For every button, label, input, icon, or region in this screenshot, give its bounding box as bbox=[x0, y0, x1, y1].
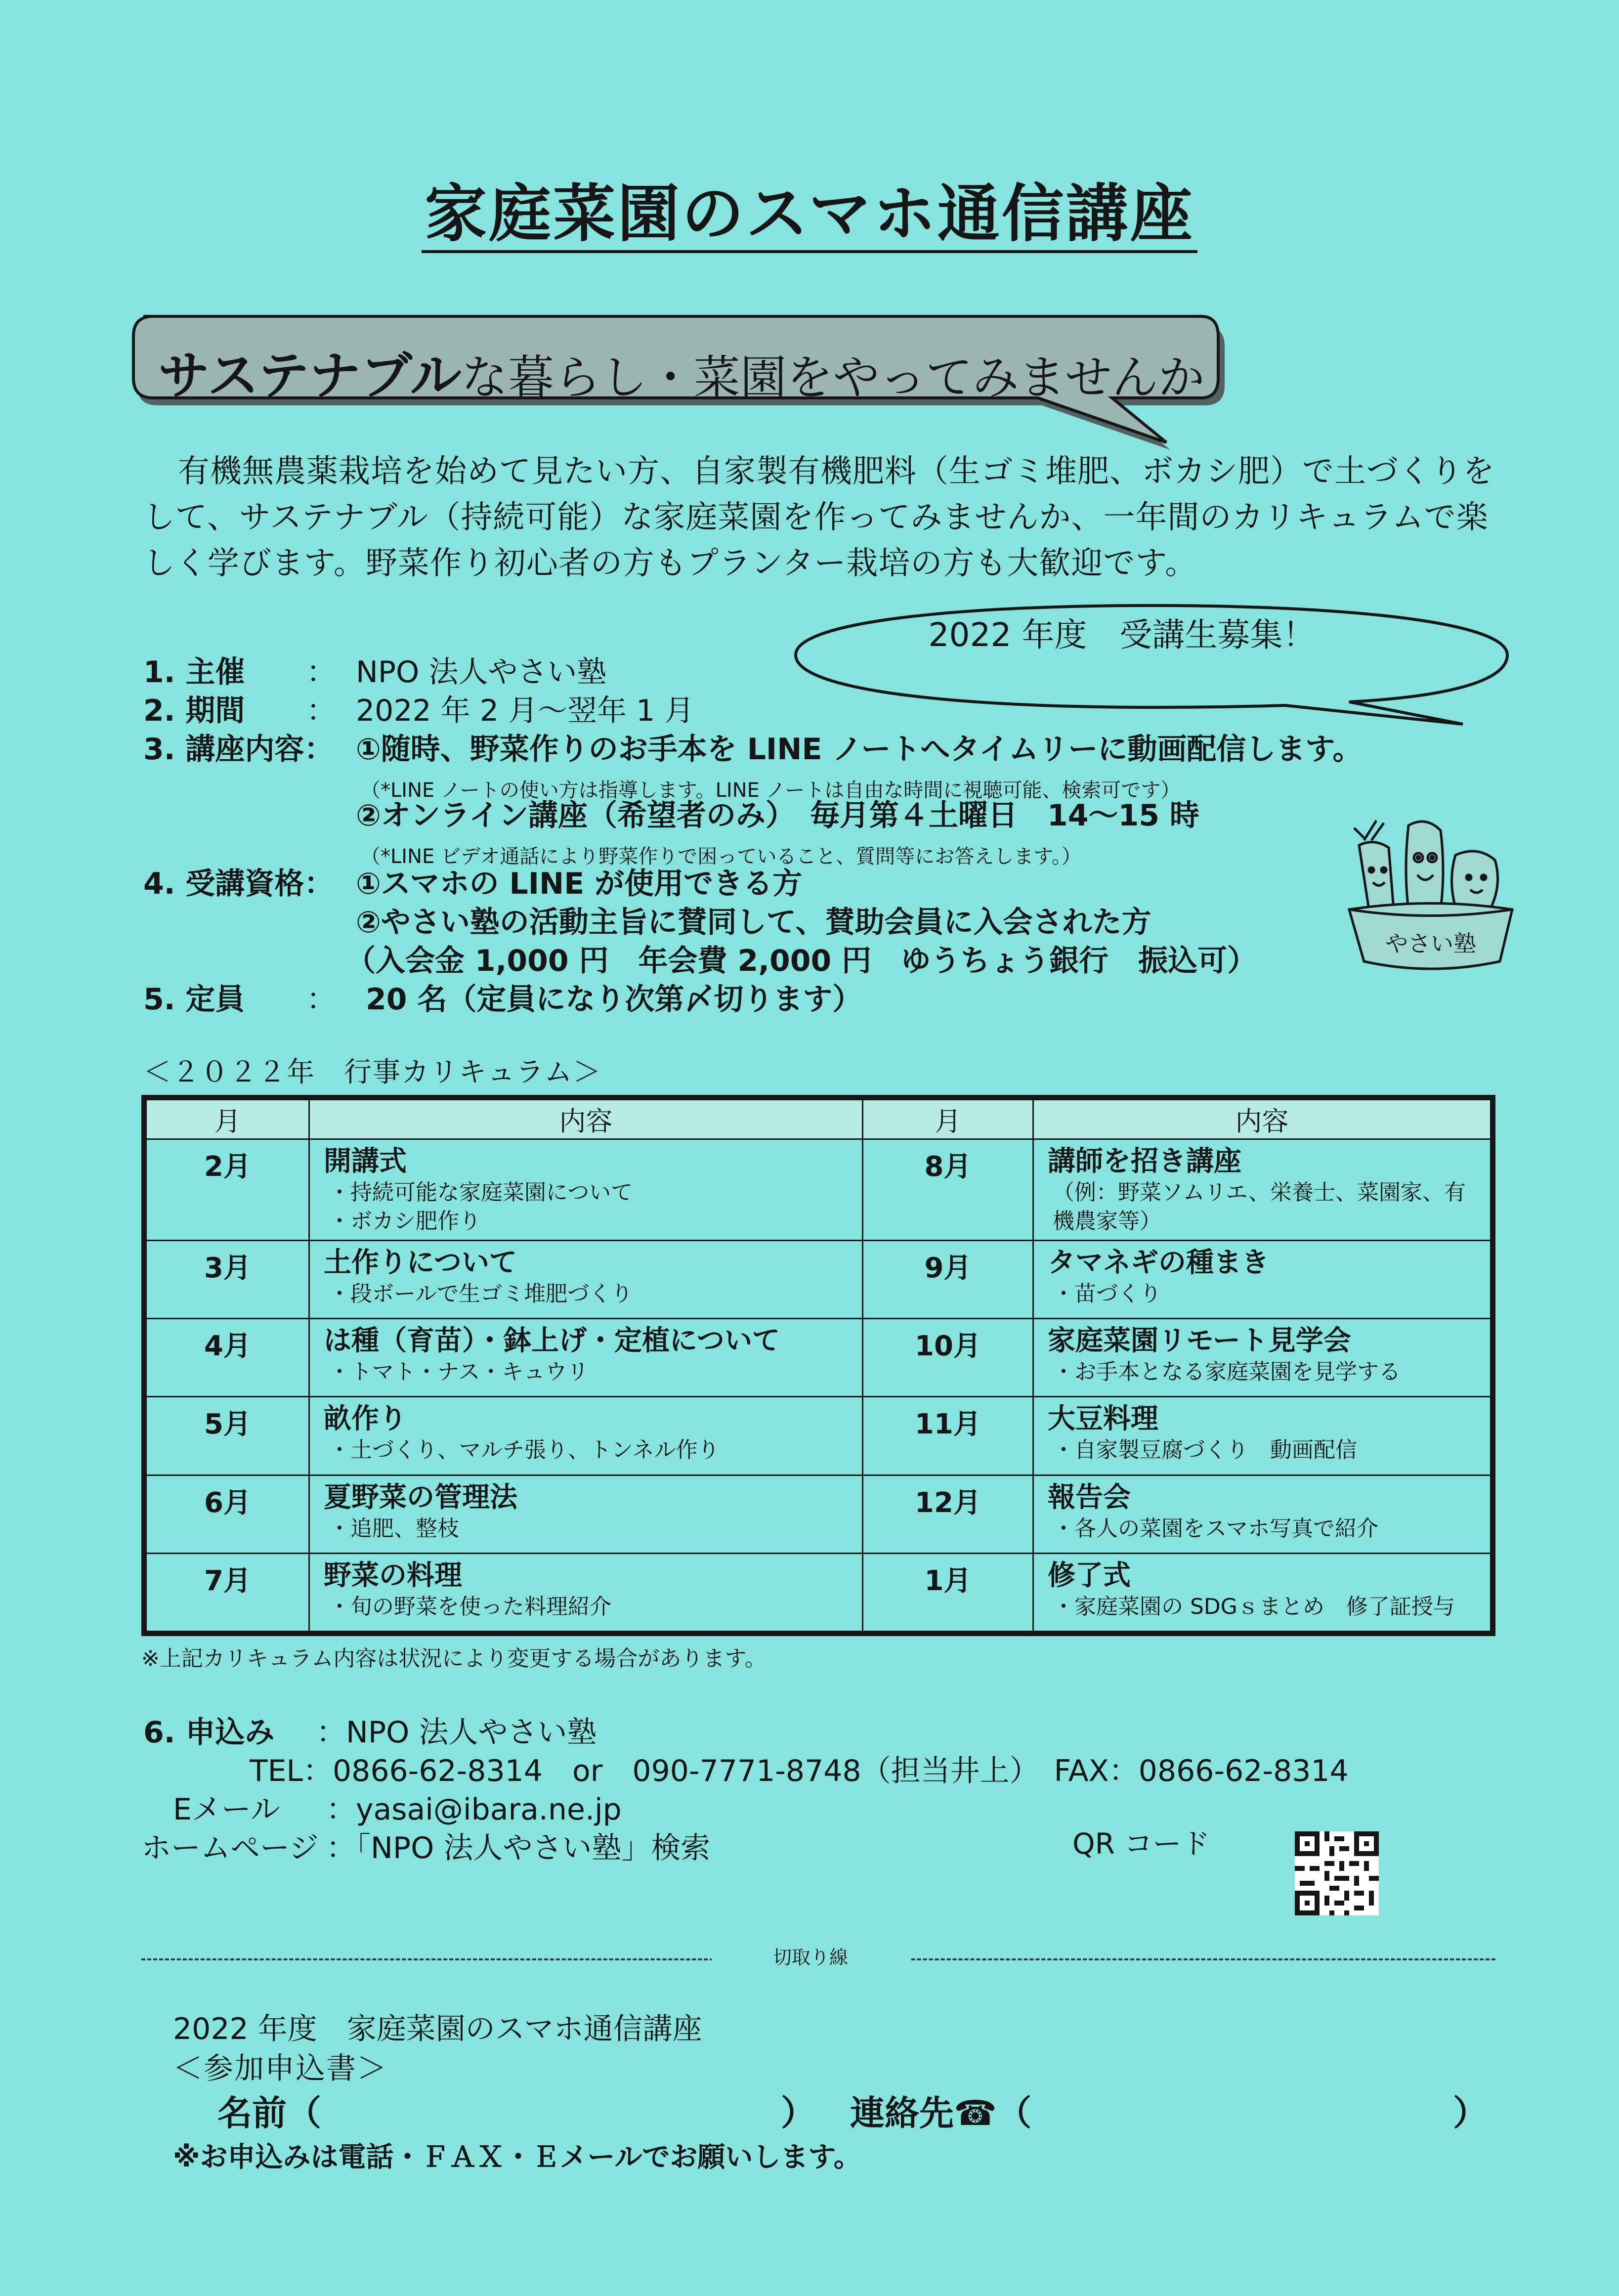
event-detail: ・追肥、整枝 bbox=[329, 1516, 459, 1541]
info-content-line2-text: ②オンライン講座（希望者のみ） 毎月第４土曜日 14～15 時 bbox=[356, 798, 1199, 833]
curriculum-note: ※上記カリキュラム内容は状況により変更する場合があります。 bbox=[141, 1646, 767, 1671]
content-cell bbox=[1033, 1319, 1491, 1397]
vegetable-mascot-illustration bbox=[1334, 811, 1527, 979]
event-detail: ・ボカシ肥作り bbox=[329, 1209, 481, 1234]
email-value[interactable]: ：yasai@ibara.ne.jp bbox=[326, 1792, 622, 1827]
content-cell bbox=[309, 1475, 863, 1553]
content-cell bbox=[309, 1241, 863, 1319]
content-cell bbox=[309, 1319, 863, 1397]
event-title: 大豆料理 bbox=[1048, 1403, 1158, 1435]
event-title: 畝作り bbox=[324, 1403, 407, 1435]
content-cell bbox=[309, 1553, 863, 1631]
contact-phone-fax: TEL：0866-62-8314 or 090-7771-8748（担当井上） FAX：0866-62-8314 bbox=[250, 1754, 1349, 1788]
month-cell: 11月 bbox=[863, 1397, 1033, 1475]
info-content-line1 bbox=[356, 730, 1363, 769]
homepage-value: ：「NPO 法人やさい塾」検索 bbox=[326, 1831, 711, 1865]
info-eligibility-line3 bbox=[346, 941, 1257, 981]
info-eligibility-line3-text: （入会金 1,000 円 年会費 2,000 円 ゆうちょう銀行 振込可） bbox=[346, 944, 1257, 978]
event-title: 野菜の料理 bbox=[324, 1559, 462, 1592]
info-eligibility-line2-text: ②やさい塾の活動主旨に賛同して、賛助会員に入会された方 bbox=[356, 905, 1151, 940]
info-eligibility-line1 bbox=[356, 864, 802, 904]
info-period-label bbox=[143, 691, 245, 731]
info-colon: ： bbox=[306, 693, 336, 728]
tagline-strong: サステナブル bbox=[158, 346, 462, 406]
info-capacity-label-text: 5. 定員 bbox=[143, 982, 245, 1017]
event-title: は種（育苗）・鉢上げ・定植について bbox=[324, 1325, 780, 1357]
header-content: 内容 bbox=[309, 1100, 863, 1139]
event-detail: （例：野菜ソムリエ、栄養士、菜園家、有 bbox=[1053, 1180, 1466, 1205]
month-cell: 3月 bbox=[146, 1241, 309, 1319]
table-row bbox=[146, 1139, 1491, 1241]
info-content-line2 bbox=[356, 796, 1199, 835]
content-cell bbox=[309, 1397, 863, 1475]
event-detail: ・お手本となる家庭菜園を見学する bbox=[1053, 1359, 1401, 1385]
event-title: タマネギの種まき bbox=[1048, 1247, 1269, 1279]
table-row bbox=[146, 1397, 1491, 1475]
info-colon: ： bbox=[306, 655, 336, 690]
homepage-label: ホームページ bbox=[141, 1831, 319, 1865]
table-row bbox=[146, 1319, 1491, 1397]
event-title: 開講式 bbox=[324, 1145, 407, 1177]
info-period-value: 2022 年 2 月～翌年 1 月 bbox=[356, 693, 694, 728]
tagline-rest: な暮らし・菜園をやってみませんか bbox=[461, 351, 1205, 405]
info-organizer bbox=[143, 652, 245, 692]
info-content-label-text: 3. 講座内容： bbox=[143, 732, 334, 767]
header-month: 月 bbox=[863, 1100, 1033, 1139]
event-detail: ・自家製豆腐づくり 動画配信 bbox=[1053, 1437, 1357, 1463]
event-title: 家庭菜園リモート見学会 bbox=[1048, 1325, 1351, 1357]
content-cell bbox=[1033, 1139, 1491, 1241]
info-content-label bbox=[143, 730, 334, 769]
event-title: 土作りについて bbox=[324, 1247, 517, 1279]
page-title bbox=[0, 177, 1619, 251]
info-capacity-value bbox=[366, 980, 862, 1019]
content-cell bbox=[1033, 1553, 1491, 1631]
event-detail: ・家庭菜園の SDGｓまとめ 修了証授与 bbox=[1053, 1594, 1455, 1619]
event-detail: ・持続可能な家庭菜園について bbox=[329, 1180, 633, 1205]
curriculum-header-row bbox=[146, 1100, 1491, 1139]
month-cell: 5月 bbox=[146, 1397, 309, 1475]
cut-line-label: 切取り線 bbox=[712, 1943, 909, 1972]
recruit-text: 2022 年度 受講生募集！ bbox=[928, 616, 1316, 654]
table-row bbox=[146, 1241, 1491, 1319]
month-cell: 4月 bbox=[146, 1319, 309, 1397]
table-row bbox=[146, 1553, 1491, 1631]
info-content-line1-text: ①随時、野菜作りのお手本を LINE ノートへタイムリーに動画配信します。 bbox=[356, 732, 1363, 767]
month-cell: 9月 bbox=[863, 1241, 1033, 1319]
form-subtitle: ＜参加申込書＞ bbox=[173, 2051, 387, 2086]
event-title: 修了式 bbox=[1048, 1559, 1131, 1592]
qr-code-icon[interactable] bbox=[1295, 1831, 1379, 1915]
event-detail: ・土づくり、マルチ張り、トンネル作り bbox=[329, 1437, 720, 1463]
mascot-label: やさい塾 bbox=[1385, 930, 1476, 957]
intro-line: しく学びます。野菜作り初心者の方もプランター栽培の方も大歓迎です。 bbox=[143, 545, 1197, 582]
content-cell bbox=[309, 1139, 863, 1241]
info-capacity-label bbox=[143, 980, 245, 1019]
event-detail: ・トマト・ナス・キュウリ bbox=[329, 1359, 589, 1385]
info-period-label-text: 2. 期間 bbox=[143, 693, 245, 728]
info-eligibility-line2 bbox=[356, 903, 1151, 942]
event-detail: ・苗づくり bbox=[1053, 1281, 1161, 1306]
info-eligibility-label-text: 4. 受講資格： bbox=[143, 866, 334, 901]
header-month: 月 bbox=[146, 1100, 309, 1139]
content-cell bbox=[1033, 1475, 1491, 1553]
month-cell: 7月 bbox=[146, 1553, 309, 1631]
tagline bbox=[158, 341, 1205, 410]
month-cell: 8月 bbox=[863, 1139, 1033, 1241]
info-eligibility-line1-text: ①スマホの LINE が使用できる方 bbox=[356, 866, 803, 901]
month-cell: 6月 bbox=[146, 1475, 309, 1553]
email-label: Eメール bbox=[173, 1792, 280, 1827]
form-footer-note: ※お申込みは電話・ＦＡＸ・Ｅメールでお願いします。 bbox=[173, 2141, 861, 2173]
header-content: 内容 bbox=[1033, 1100, 1491, 1139]
info-organizer-label: 1. 主催 bbox=[143, 655, 245, 690]
event-title: 講師を招き講座 bbox=[1048, 1145, 1241, 1177]
form-title: 2022 年度 家庭菜園のスマホ通信講座 bbox=[173, 2012, 702, 2046]
name-field-close: ） bbox=[781, 2093, 815, 2133]
content-cell bbox=[1033, 1397, 1491, 1475]
qr-code-label: QR コード bbox=[1072, 1827, 1210, 1861]
info-content-note2-text: （*LINE ビデオ通話により野菜作りで困っていること、質問等にお答えします。） bbox=[361, 845, 1081, 868]
month-cell: 12月 bbox=[863, 1475, 1033, 1553]
event-detail: 機農家等） bbox=[1053, 1209, 1161, 1234]
intro-paragraph bbox=[143, 449, 1502, 587]
page-title-text: 家庭菜園のスマホ通信講座 bbox=[422, 177, 1197, 253]
apply-value: ：NPO 法人やさい塾 bbox=[316, 1715, 597, 1750]
event-title: 報告会 bbox=[1048, 1481, 1131, 1514]
name-field-label: 名前（ bbox=[217, 2093, 321, 2133]
month-cell: 2月 bbox=[146, 1139, 309, 1241]
contact-field-close: ） bbox=[1453, 2093, 1488, 2133]
month-cell: 10月 bbox=[863, 1319, 1033, 1397]
content-cell bbox=[1033, 1241, 1491, 1319]
curriculum-heading: ＜２０２２年 行事カリキュラム＞ bbox=[143, 1056, 602, 1088]
event-title: 夏野菜の管理法 bbox=[324, 1481, 517, 1514]
intro-line: 有機無農薬栽培を始めて見たい方、自家製有機肥料（生ゴミ堆肥、ボカシ肥）で土づくりを bbox=[178, 453, 1495, 490]
curriculum-table bbox=[141, 1095, 1495, 1636]
table-row bbox=[146, 1475, 1491, 1553]
info-eligibility-label bbox=[143, 864, 334, 904]
event-detail: ・各人の菜園をスマホ写真で紹介 bbox=[1053, 1516, 1379, 1541]
apply-label: 6. 申込み bbox=[143, 1715, 275, 1750]
info-capacity-value-text: 20 名（定員になり次第〆切ります） bbox=[366, 982, 862, 1017]
info-organizer-value: NPO 法人やさい塾 bbox=[356, 655, 607, 690]
contact-field-label: 連絡先☎（ bbox=[850, 2093, 1032, 2133]
intro-line: して、サステナブル（持続可能）な家庭菜園を作ってみませんか、一年間のカリキュラムで楽 bbox=[143, 499, 1489, 536]
event-detail: ・段ボールで生ゴミ堆肥づくり bbox=[329, 1281, 633, 1306]
info-content-note1-text: （*LINE ノートの使い方は指導します。LINE ノートは自由な時間に視聴可能、検索可です） bbox=[361, 779, 1181, 802]
info-colon: ： bbox=[306, 982, 336, 1017]
event-detail: ・旬の野菜を使った料理紹介 bbox=[329, 1594, 611, 1619]
month-cell: 1月 bbox=[863, 1553, 1033, 1631]
